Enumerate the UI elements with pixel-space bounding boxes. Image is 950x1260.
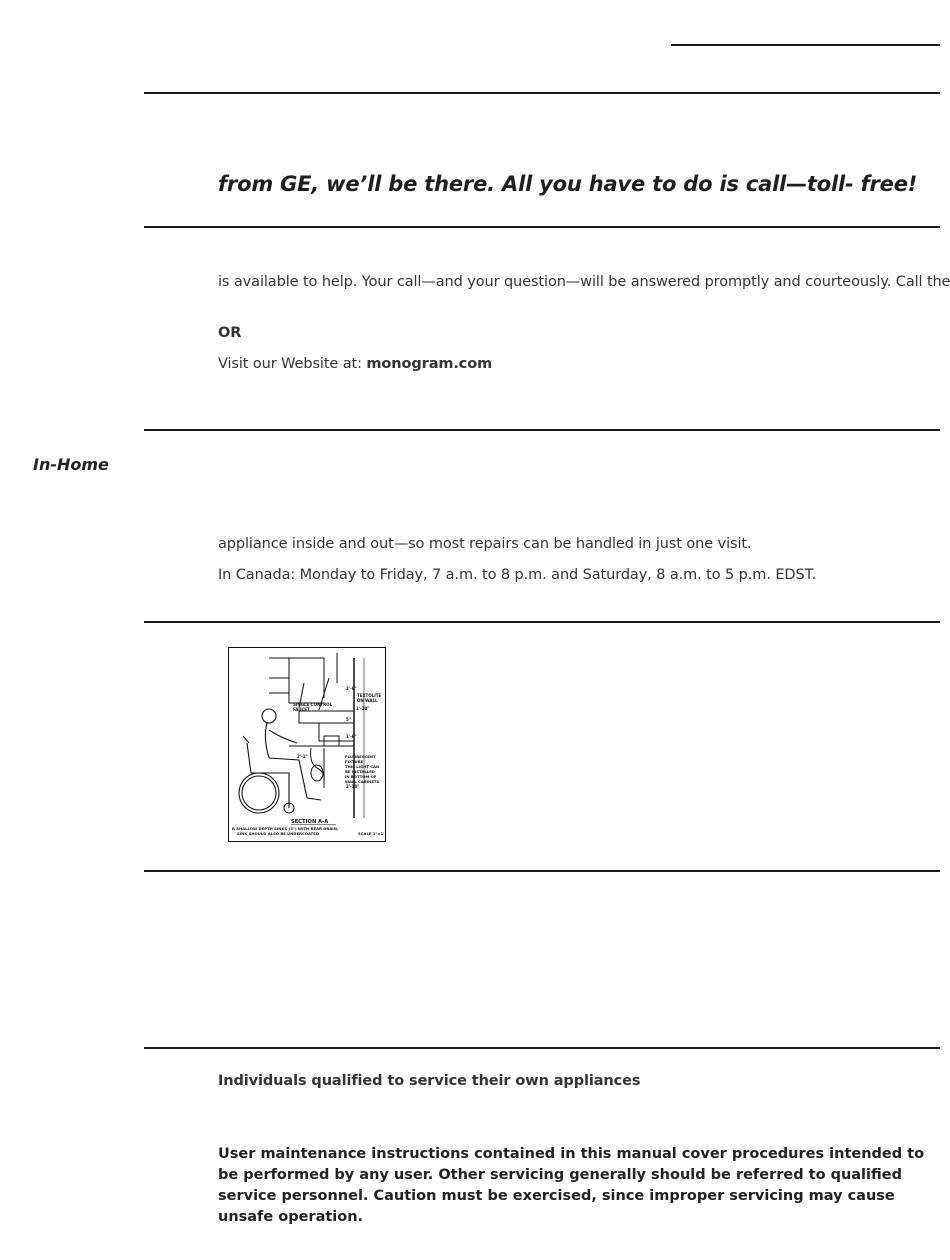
in-home-text-1: appliance inside and out—so most repairs can be handled in just one visit. [218,536,752,552]
wheelchair-user-figure [239,709,321,813]
section-divider-tagline [144,226,940,228]
section-divider-figure [144,870,940,872]
in-home-hours-canada: In Canada: Monday to Friday, 7 a.m. to 8 p.m. and Saturday, 8 a.m. to 5 p.m. EDST. [218,567,817,583]
fixture-label-line1: FLUORESCENT [345,754,376,759]
dim-label-1: 2'-6" [346,686,357,691]
section-drawing [229,648,384,840]
or-label: OR [218,325,242,341]
dim-label-2: 1'-10" [356,706,370,711]
faucet-label-line1: SINGLE CONTROL [293,702,333,707]
fixture-label-line4: BE INSTALLED [345,769,375,774]
service-warning-paragraph: User maintenance instructions contained in this manual cover procedures intended to be performed by any user. Other servicing generally should be referred to qualified service personnel. Caution must be exercised, since improper servicing may cause unsafe operation. [218,1146,925,1225]
dim-label-4: 1'-6" [346,734,357,739]
fixture-label-line3: THIS LIGHT CAN [345,764,380,769]
wall-cabinet [269,653,337,703]
counter-sink [289,678,354,746]
section-divider-in-home [144,621,940,623]
website-link[interactable]: monogram.com [366,356,493,372]
figure-note-line1: R SHALLOW DEPTH SINKS (5") WITH REAR DRAIN, [232,826,339,831]
section-divider-answer-center [144,429,940,431]
website-prefix: Visit our Website at: [218,356,367,372]
dim-label-5: 2'-10" [346,784,360,789]
header-rule-short [671,44,940,46]
figure-note-line2: SINK SHOULD ALSO BE UNDERCOATED [237,831,319,836]
textolite-label-line1: TEXTOLITE [357,693,382,698]
drain-pipe [311,748,325,788]
fixture-label-line6: WALL CABINETS [345,779,380,784]
section-divider-service [144,1047,940,1049]
section-divider-top [144,92,940,94]
answer-center-text: is available to help. Your call—and your question—will be answered promptly and courteously. Call the [218,274,950,290]
accessibility-section-diagram [228,647,386,842]
in-home-heading: In-Home [33,455,109,474]
website-line [218,356,492,372]
section-caption: SECTION A-A [291,819,329,825]
fixture-label-line2: FIXTURE [345,759,364,764]
figure-scale: SCALE 1"=1' [358,831,384,836]
dim-label-6: 2'-1" [297,754,308,759]
dim-label-3: 5" [346,717,351,722]
fixture-label-line5: IN BOTTOM OF [345,774,377,779]
faucet-label-line2: FAUCET [293,707,310,712]
service-heading: Individuals qualified to service their own appliances [218,1073,641,1089]
tagline: from GE, we’ll be there. All you have to do is call—toll- free! [218,172,918,196]
textolite-label-line2: ON WALL [357,698,378,703]
